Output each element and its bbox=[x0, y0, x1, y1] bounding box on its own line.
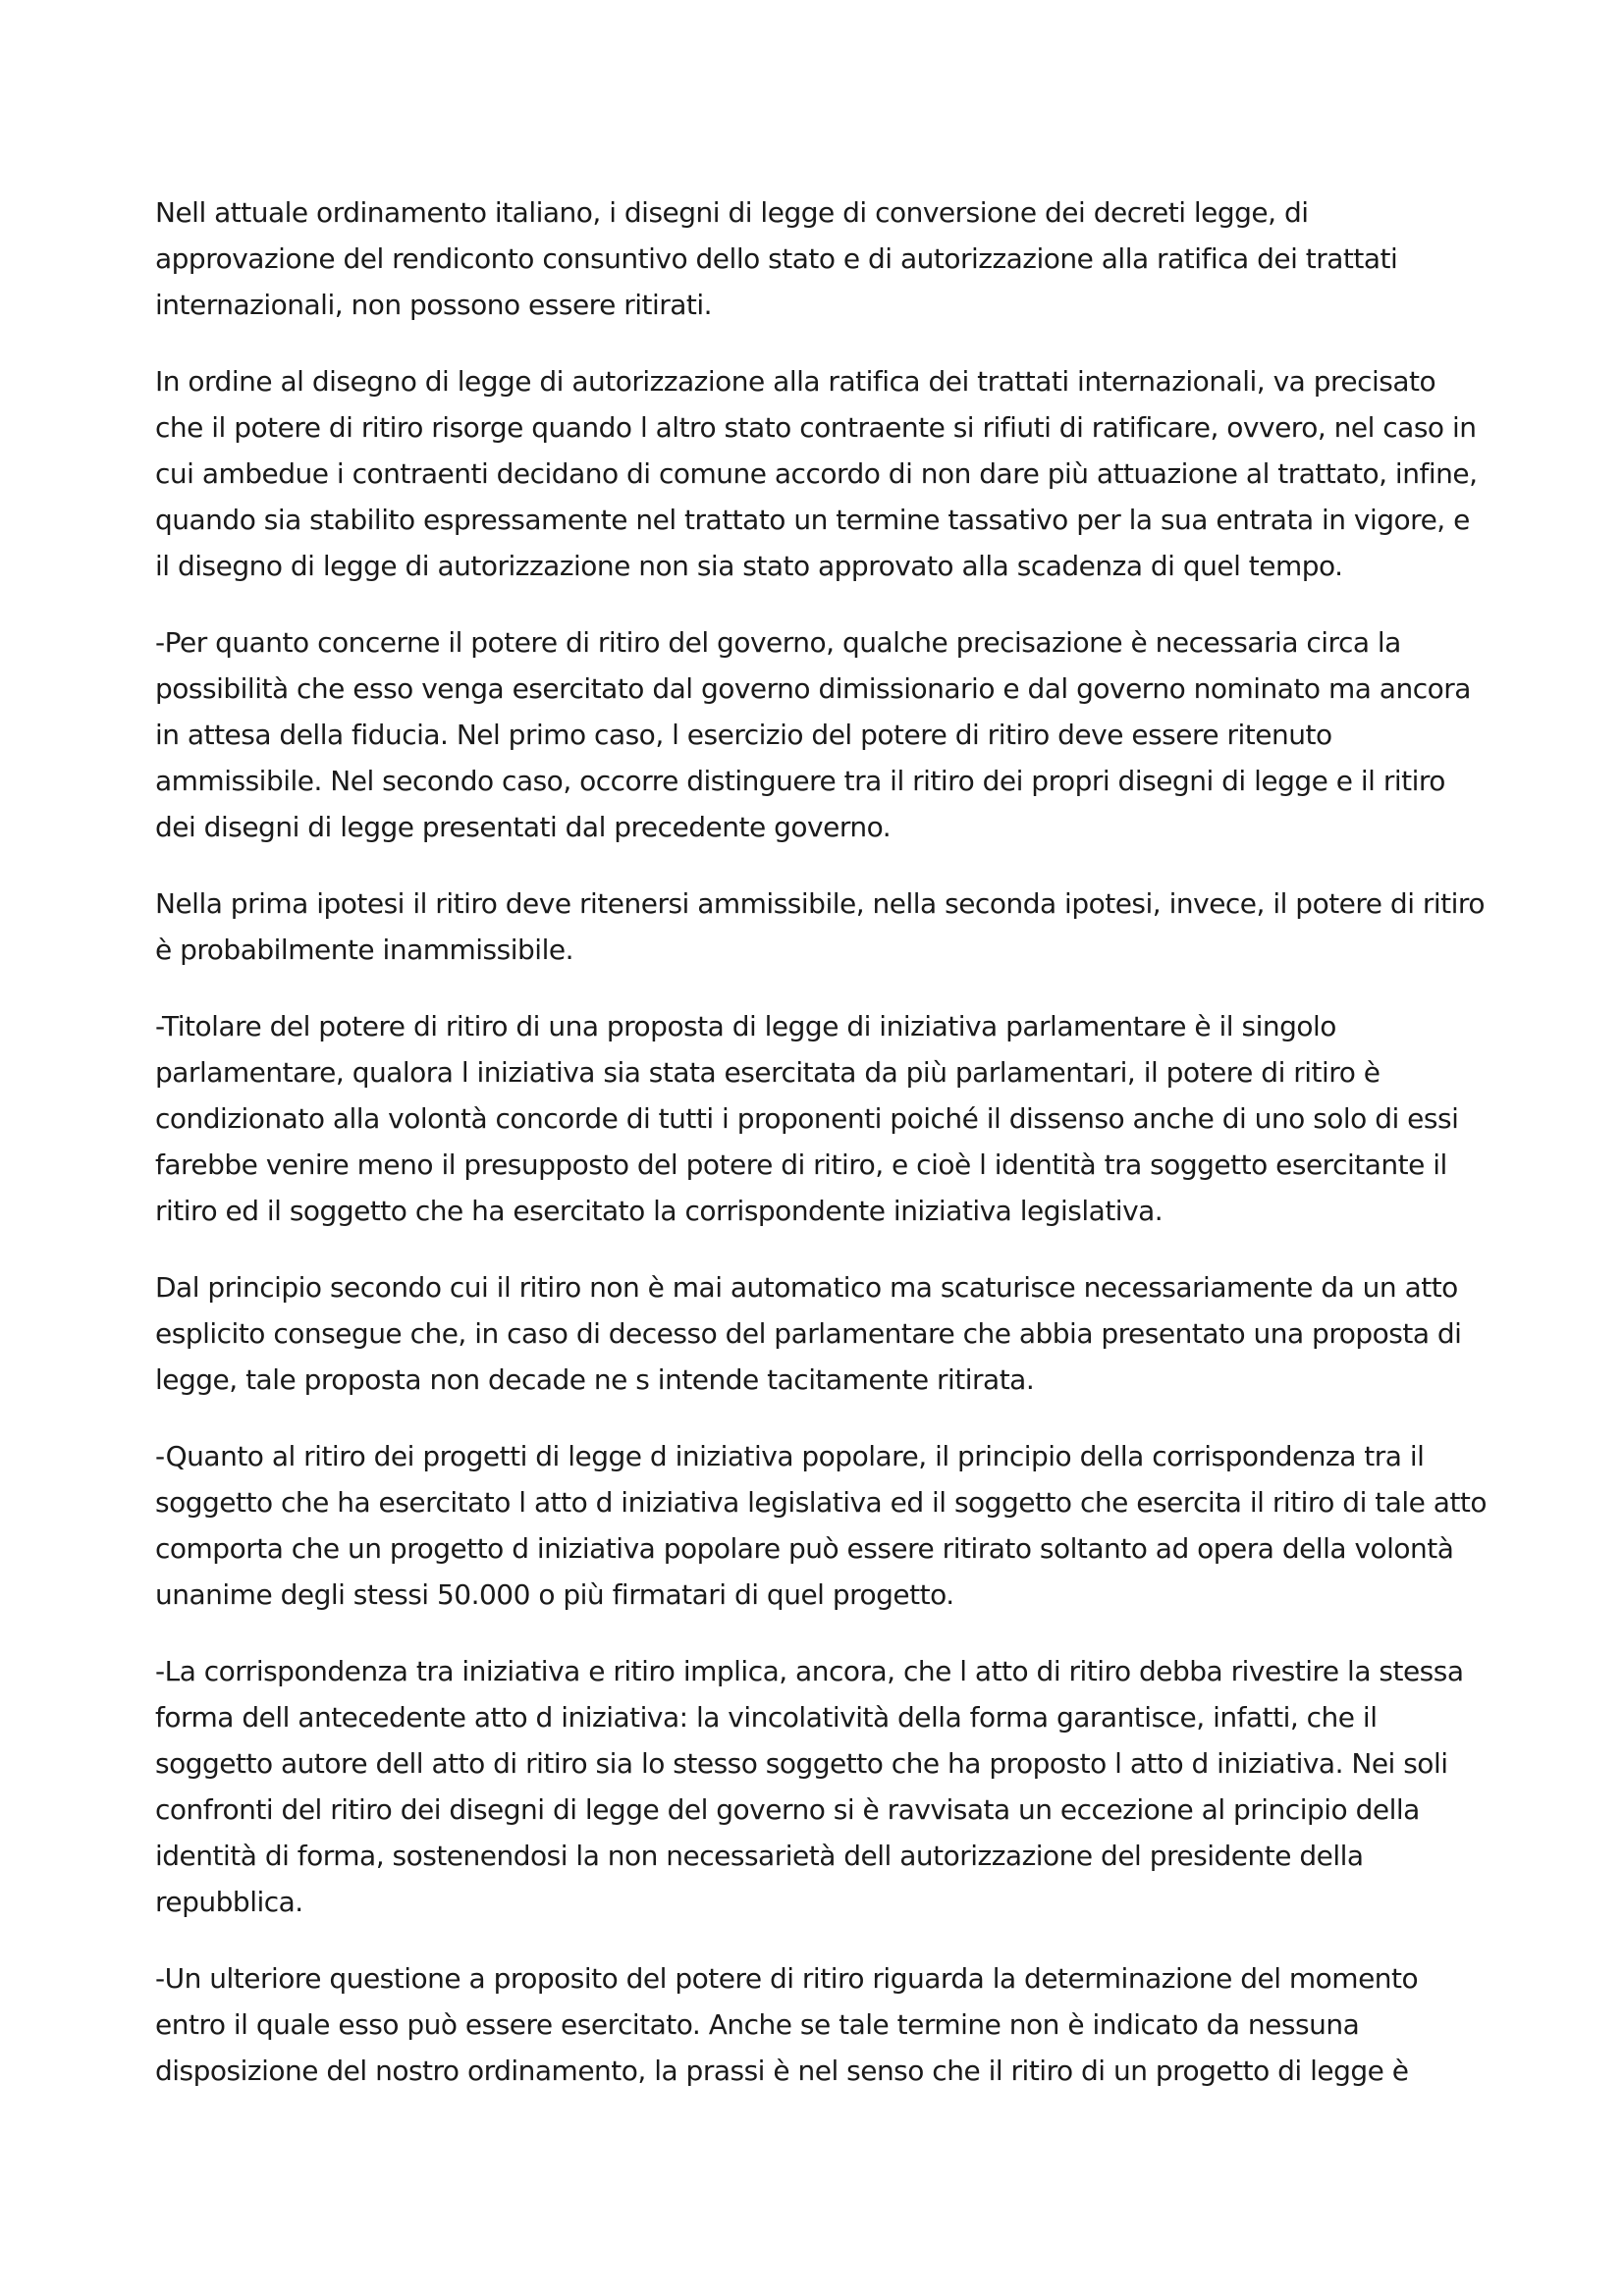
paragraph-7: -Quanto al ritiro dei progetti di legge d iniziativa popolare, il principio della corrispondenza tra il soggetto che ha esercitato l atto d iniziativa legislativa ed il soggetto che esercita il ritiro di tale atto comporta che un progetto d iniziativa popolare può essere ritirato soltanto ad opera della volontà unanime degli stessi 50.000 o più firmatari di quel progetto. bbox=[155, 1440, 1488, 1611]
paragraph-3: -Per quanto concerne il potere di ritiro del governo, qualche precisazione è necessaria circa la possibilità che esso venga esercitato dal governo dimissionario e dal governo nominato ma ancora in attesa della fiducia. Nel primo caso, l esercizio del potere di ritiro deve essere ritenuto ammissibile. Nel secondo caso, occorre distinguere tra il ritiro dei propri disegni di legge e il ritiro dei disegni di legge presentati dal precedente governo. bbox=[155, 626, 1471, 843]
paragraph-6: Dal principio secondo cui il ritiro non è mai automatico ma scaturisce necessariamente da un atto esplicito consegue che, in caso di decesso del parlamentare che abbia presentato una proposta di legge, tale proposta non decade ne s intende tacitamente ritirata. bbox=[155, 1271, 1462, 1396]
document-body bbox=[155, 189, 1490, 2124]
paragraph-5: -Titolare del potere di ritiro di una proposta di legge di iniziativa parlamentare è il singolo parlamentare, qualora l iniziativa sia stata esercitata da più parlamentari, il potere di ritiro è condizionato alla volontà concorde di tutti i proponenti poiché il dissenso anche di uno solo di essi farebbe venire meno il presupposto del potere di ritiro, e cioè l identità tra soggetto esercitante il ritiro ed il soggetto che ha esercitato la corrispondente iniziativa legislativa. bbox=[155, 1010, 1459, 1227]
paragraph-9: -Un ulteriore questione a proposito del potere di ritiro riguarda la determinazione del momento entro il quale esso può essere esercitato. Anche se tale termine non è indicato da nessuna disposizione del nostro ordinamento, la prassi è nel senso che il ritiro di un progetto di legge è bbox=[155, 1962, 1419, 2087]
paragraph-1: Nell attuale ordinamento italiano, i disegni di legge di conversione dei decreti legge, di approvazione del rendiconto consuntivo dello stato e di autorizzazione alla ratifica dei trattati internazionali, non possono essere ritirati. bbox=[155, 196, 1398, 321]
paragraph-4: Nella prima ipotesi il ritiro deve ritenersi ammissibile, nella seconda ipotesi, invece, il potere di ritiro è probabilmente inammissibile. bbox=[155, 887, 1485, 966]
paragraph-2: In ordine al disegno di legge di autorizzazione alla ratifica dei trattati internazionali, va precisato che il potere di ritiro risorge quando l altro stato contraente si rifiuti di ratificare, ovvero, nel caso in cui ambedue i contraenti decidano di comune accordo di non dare più attuazione al trattato, infine, quando sia stabilito espressamente nel trattato un termine tassativo per la sua entrata in vigore, e il disegno di legge di autorizzazione non sia stato approvato alla scadenza di quel tempo. bbox=[155, 365, 1478, 582]
paragraph-8: -La corrispondenza tra iniziativa e ritiro implica, ancora, che l atto di ritiro debba rivestire la stessa forma dell antecedente atto d iniziativa: la vincolatività della forma garantisce, infatti, che il soggetto autore dell atto di ritiro sia lo stesso soggetto che ha proposto l atto d iniziativa. Nei soli confronti del ritiro dei disegni di legge del governo si è ravvisata un eccezione al principio della identità di forma, sostenendosi la non necessarietà dell autorizzazione del presidente della repubblica. bbox=[155, 1655, 1464, 1918]
